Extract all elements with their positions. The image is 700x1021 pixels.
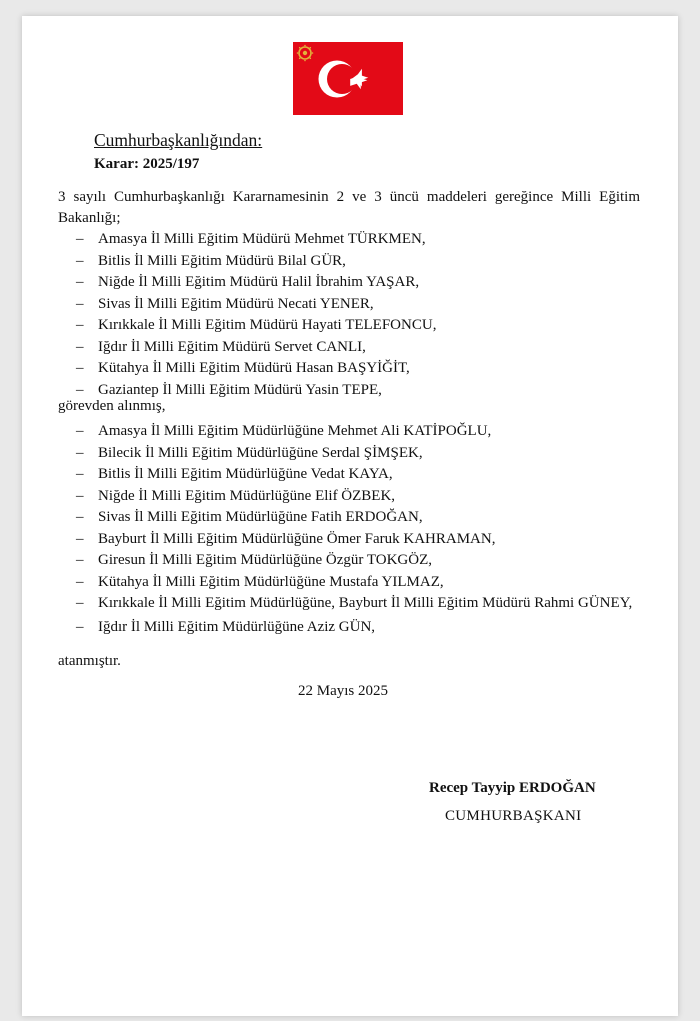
presidential-seal-icon	[297, 45, 314, 62]
appointed-list	[58, 421, 640, 639]
list-item: – Bilecik İl Milli Eğitim Müdürlüğüne Serdal ŞİMŞEK,	[76, 444, 423, 461]
list-item: – Amasya İl Milli Eğitim Müdürlüğüne Mehmet Ali KATİPOĞLU,	[76, 423, 492, 439]
list-item: – Bitlis İl Milli Eğitim Müdürlüğüne Vedat KAYA,	[76, 466, 393, 482]
list-item: – Kütahya İl Milli Eğitim Müdürü Hasan BAŞYİĞİT,	[76, 360, 410, 376]
list-item: – Bitlis İl Milli Eğitim Müdürü Bilal GÜR,	[76, 252, 346, 269]
list-item: – Amasya İl Milli Eğitim Müdürü Mehmet TÜRKMEN,	[76, 231, 426, 247]
list-item: – Iğdır İl Milli Eğitim Müdürlüğüne Aziz GÜN,	[76, 619, 376, 635]
dismissed-list	[58, 229, 640, 401]
list-item: – Giresun İl Milli Eğitim Müdürlüğüne Özgür TOKGÖZ,	[76, 552, 432, 568]
signatory-title: CUMHURBAŞKANI	[445, 808, 582, 824]
list-item: – Kırıkkale İl Milli Eğitim Müdürü Hayati TELEFONCU,	[76, 317, 437, 333]
dismissed-suffix: görevden alınmış,	[58, 398, 166, 414]
list-item: – Sivas İl Milli Eğitim Müdürlüğüne Fatih ERDOĞAN,	[76, 509, 423, 525]
list-item: – Gaziantep İl Milli Eğitim Müdürü Yasin TEPE,	[76, 381, 382, 398]
decision-number: Karar: 2025/197	[94, 156, 200, 172]
list-item: – Niğde İl Milli Eğitim Müdürlüğüne Elif ÖZBEK,	[76, 487, 396, 504]
list-item: – Kütahya İl Milli Eğitim Müdürlüğüne Mustafa YILMAZ,	[76, 573, 444, 590]
document-date: 22 Mayıs 2025	[298, 683, 388, 699]
list-item: – Iğdır İl Milli Eğitim Müdürü Servet CANLI,	[76, 338, 366, 355]
list-item: – Kırıkkale İl Milli Eğitim Müdürlüğüne, Bayburt İl Milli Eğitim Müdürü Rahmi GÜNEY,	[76, 595, 633, 611]
appointed-suffix: atanmıştır.	[58, 653, 121, 669]
list-item: – Niğde İl Milli Eğitim Müdürü Halil İbrahim YAŞAR,	[76, 274, 420, 290]
list-item: – Bayburt İl Milli Eğitim Müdürlüğüne Ömer Faruk KAHRAMAN,	[76, 530, 496, 547]
turkish-flag-icon	[293, 42, 403, 115]
signatory-name: Recep Tayyip ERDOĞAN	[429, 780, 596, 796]
intro-paragraph: 3 sayılı Cumhurbaşkanlığı Kararnamesinin 2 ve 3 üncü maddeleri gereğince Milli Eğitim Bakanlığı;	[58, 189, 640, 226]
issuer-heading: Cumhurbaşkanlığından:	[94, 130, 263, 150]
document-page	[22, 16, 678, 1016]
list-item: – Sivas İl Milli Eğitim Müdürü Necati YENER,	[76, 295, 374, 312]
